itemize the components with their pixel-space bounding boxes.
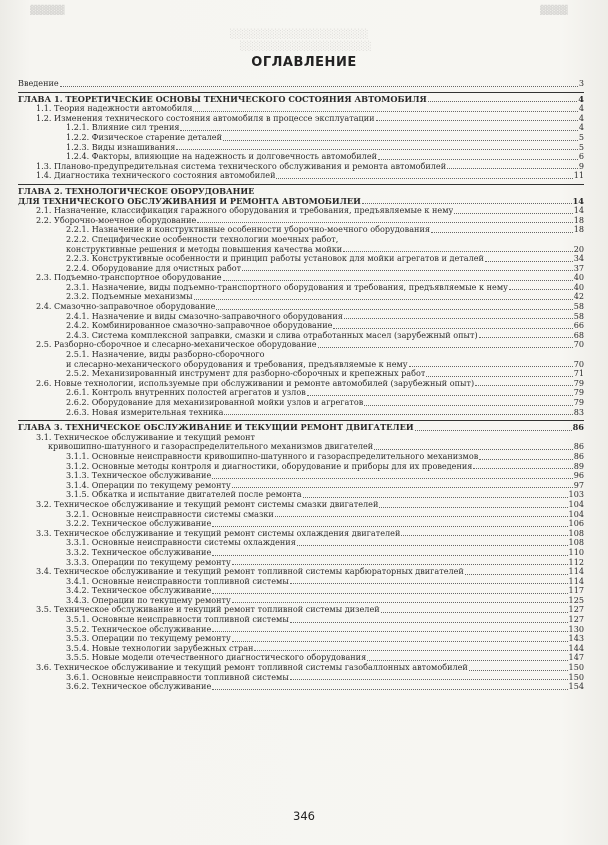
dot-leader <box>426 376 572 377</box>
toc-subsection <box>18 235 584 245</box>
toc-entry-title: 3.4.1. Основные неисправности топливной системы <box>66 576 289 586</box>
toc-entry-title: 2.6.2. Оборудование для механизированной мойки узлов и агрегатов <box>66 398 364 407</box>
toc-page-number: 114 <box>568 575 584 586</box>
toc-subsection <box>18 123 584 133</box>
toc-subsection <box>18 225 584 235</box>
toc-page-number: 4 <box>578 122 584 133</box>
toc-entry-title: 3.2.2. Техническое обслуживание <box>66 519 212 529</box>
toc-entry-title: 3.5.1. Основные неисправности топливной системы <box>66 615 289 625</box>
toc-page-number: 70 <box>573 358 584 369</box>
toc-page-number: 58 <box>573 301 584 312</box>
toc-entry-title: 1.2. Изменения технического состояния автомобиля в процессе эксплуатации <box>36 113 375 123</box>
toc-entry-title: 3.3. Техническое обслуживание и текущий ремонт системы охлаждения двигателей <box>36 528 401 538</box>
toc-page-number: 3 <box>578 78 584 88</box>
dot-leader <box>297 545 568 546</box>
dot-leader <box>212 593 567 594</box>
toc-subsection <box>18 510 584 520</box>
dot-leader <box>454 213 572 214</box>
toc-section <box>18 567 584 577</box>
toc-entry-title: ГЛАВА 2. ТЕХНОЛОГИЧЕСКОЕ ОБОРУДОВАНИЕ <box>18 186 255 196</box>
toc-entry-title: 2.4.3. Система комплексной заправки, смазки и слива отработанных масел (зарубежный опыт) <box>66 330 478 340</box>
toc-entry-title: 2.5.2. Механизированный инструмент для разборно-сборочных и крепежных работ <box>66 369 426 379</box>
toc-entry-title: 3.1.4. Операции по текущему ремонту <box>66 480 231 490</box>
toc-subsection <box>18 321 584 331</box>
toc-page-number: 86 <box>573 450 584 461</box>
toc-entry-title: 2.2.1. Назначение и конструктивные особенности уборочно-моечного оборудования <box>66 225 430 235</box>
dot-leader <box>401 535 567 536</box>
toc-page-number: 79 <box>573 397 584 407</box>
section-divider <box>18 420 584 421</box>
toc-subsection <box>18 577 584 587</box>
toc-page-number: 125 <box>568 594 584 605</box>
dot-leader <box>290 622 568 623</box>
toc-page-number: 79 <box>573 387 584 398</box>
toc-section <box>18 114 584 124</box>
page-title: ОГЛАВЛЕНИЕ <box>251 55 357 70</box>
dot-leader <box>379 507 567 508</box>
toc-entry-title: 2.2.3. Конструктивные особенности и принцип работы установок для мойки агрегатов и деталей <box>66 254 484 264</box>
toc-entry-title: 3.4.2. Техническое обслуживание <box>66 586 212 596</box>
toc-section <box>18 379 584 389</box>
toc-subsection <box>18 519 584 529</box>
dot-leader <box>223 140 578 141</box>
dot-leader <box>475 385 573 386</box>
toc-page-number: 89 <box>573 460 584 471</box>
toc-page-number: 86 <box>572 422 584 433</box>
toc-chapter-heading <box>18 187 584 197</box>
toc-subsection <box>18 538 584 548</box>
toc-entry-intro <box>18 79 584 89</box>
toc-page-number: 143 <box>568 633 584 644</box>
toc-page-number: 96 <box>573 470 584 481</box>
dot-leader <box>344 318 573 319</box>
dot-leader <box>232 564 568 565</box>
toc-page-number: 83 <box>573 406 584 417</box>
toc-page-number: 110 <box>568 546 584 557</box>
toc-subsection <box>18 682 584 692</box>
toc-entry-title: 3.5.3. Операции по текущему ремонту <box>66 634 231 644</box>
dot-leader <box>364 405 572 406</box>
toc-section <box>18 162 584 172</box>
toc-page-number: 68 <box>573 329 584 340</box>
dot-leader <box>465 574 568 575</box>
toc-subsection <box>18 254 584 264</box>
toc-subsection <box>18 596 584 606</box>
toc-entry-title: и слесарно-механического оборудования и требования, предъявляемые к нему <box>66 359 408 369</box>
toc-subsection <box>18 133 584 143</box>
toc-subsection <box>18 312 584 322</box>
toc-section <box>18 340 584 350</box>
toc-page-number: 104 <box>568 498 584 509</box>
dot-leader <box>290 679 568 680</box>
toc-page-number: 5 <box>578 141 584 152</box>
toc-entry-title: 2.4.1. Назначение и виды смазочно-заправочного оборудования <box>66 311 343 321</box>
toc-page-number: 5 <box>578 131 584 142</box>
dot-leader <box>212 526 567 527</box>
toc-entry-title: ГЛАВА 1. ТЕОРЕТИЧЕСКИЕ ОСНОВЫ ТЕХНИЧЕСКОГО СОСТОЯНИЯ АВТОМОБИЛЯ <box>18 94 427 104</box>
toc-entry-title: 2.2.4. Оборудование для очистных работ <box>66 263 242 273</box>
toc-page-number: 108 <box>568 537 584 548</box>
toc-page-number: 114 <box>568 566 584 577</box>
toc-entry-title: 3.3.1. Основные неисправности системы охлаждения <box>66 538 296 548</box>
dot-leader <box>378 159 578 160</box>
toc-entry-title: 3.2. Техническое обслуживание и текущий ремонт системы смазки двигателей <box>36 499 379 509</box>
toc-page-number: 71 <box>573 368 584 379</box>
toc-entry-title: 2.6.1. Контроль внутренних полостей агрегатов и узлов <box>66 388 306 398</box>
dot-leader <box>212 555 567 556</box>
dot-leader <box>276 178 572 179</box>
toc-entry-title: 1.2.3. Виды изнашивания <box>66 142 176 152</box>
toc-entry-title: 3.4. Техническое обслуживание и текущий ремонт топливной системы карбюраторных двигателей <box>36 567 464 577</box>
toc-subsection <box>18 264 584 274</box>
dot-leader <box>212 631 567 632</box>
toc-entry-title: 1.4. Диагностика технического состояния автомобилей <box>36 171 276 181</box>
dot-leader <box>409 366 573 367</box>
toc-entry-title: 3.5.5. Новые модели отечественного диагностического оборудования <box>66 653 367 663</box>
toc-subsection <box>18 625 584 635</box>
toc-entry-title: 3.1.1. Основные неисправности кривошипно-шатунного и газораспределительного механизмов <box>66 451 479 461</box>
toc-entry-title: 3.1.2. Основные методы контроля и диагностики, оборудование и приборы для их проведения <box>66 461 473 471</box>
toc-subsection <box>18 673 584 683</box>
toc-page-number: 117 <box>568 585 584 596</box>
dot-leader <box>367 660 567 661</box>
toc-entry-title: 3.1.3. Техническое обслуживание <box>66 471 212 481</box>
toc-subsection <box>18 245 584 255</box>
dot-leader <box>469 670 568 671</box>
dot-leader <box>197 222 572 223</box>
toc-entry-title: 2.2.2. Специфические особенности технологии моечных работ, <box>66 234 339 244</box>
toc-page-number: 4 <box>578 112 584 123</box>
toc-entry-title: 1.1. Теория надежности автомобиля <box>36 104 193 114</box>
toc-page-number: 40 <box>573 281 584 292</box>
toc-section <box>18 433 584 443</box>
toc-entry-title: 2.1. Назначение, классификация гаражного оборудования и требования, предъявляемые к нему <box>36 206 454 216</box>
toc-page-number: 112 <box>568 556 584 567</box>
dot-leader <box>242 270 573 271</box>
toc-page-number: 150 <box>568 662 584 673</box>
dot-leader <box>216 309 572 310</box>
toc-entry-title: 2.6. Новые технологии, используемые при обслуживании и ремонте автомобилей (зарубежный опыт) <box>36 378 475 388</box>
toc-entry-title: 3.3.3. Операции по текущему ремонту <box>66 557 231 567</box>
toc-section <box>18 273 584 283</box>
toc-subsection <box>18 283 584 293</box>
dot-leader <box>415 430 572 431</box>
toc-subsection <box>18 350 584 360</box>
dot-leader <box>318 347 573 348</box>
dot-leader <box>431 232 573 233</box>
toc-chapter-heading <box>18 95 584 105</box>
toc-subsection <box>18 471 584 481</box>
toc-subsection <box>18 152 584 162</box>
toc-entry-title: 3.2.1. Основные неисправности системы смазки <box>66 509 274 519</box>
toc-entry-title: 3.6.1. Основные неисправности топливной системы <box>66 672 289 682</box>
dot-leader <box>509 289 573 290</box>
dot-leader <box>428 101 578 102</box>
dot-leader <box>180 130 577 131</box>
toc-subsection <box>18 408 584 418</box>
toc-page-number: 103 <box>568 489 584 500</box>
toc-section <box>18 605 584 615</box>
toc-subsection <box>18 331 584 341</box>
toc-subsection <box>18 388 584 398</box>
toc-page-number: 42 <box>573 291 584 302</box>
toc-subsection <box>18 634 584 644</box>
toc-entry-title: 2.4. Смазочно-заправочное оборудование <box>36 302 216 312</box>
toc-page-number: 127 <box>568 604 584 615</box>
toc-entry-title: ГЛАВА 3. ТЕХНИЧЕСКОЕ ОБСЛУЖИВАНИЕ И ТЕКУЩИЙ РЕМОНТ ДВИГАТЕЛЕЙ <box>18 423 414 433</box>
toc-page-number: 6 <box>578 151 584 162</box>
toc-subsection <box>18 481 584 491</box>
toc-page-number: 34 <box>573 253 584 264</box>
dot-leader <box>212 689 567 690</box>
toc-subsection <box>18 462 584 472</box>
toc-entry-title: 2.3.2. Подъемные механизмы <box>66 292 193 302</box>
toc-entry-title: 3.5.2. Техническое обслуживание <box>66 624 212 634</box>
toc-section <box>18 663 584 673</box>
toc-page-number: 130 <box>568 623 584 634</box>
toc-section <box>18 442 584 452</box>
table-of-contents <box>18 79 584 692</box>
dot-leader <box>223 280 573 281</box>
dot-leader <box>193 111 577 112</box>
section-divider <box>18 184 584 185</box>
dot-leader <box>212 478 572 479</box>
toc-entry-title: 2.6.3. Новая измерительная техника <box>66 407 224 417</box>
dot-leader <box>232 602 568 603</box>
toc-entry-title: 3.6.2. Техническое обслуживание <box>66 682 212 692</box>
dot-leader <box>275 516 568 517</box>
toc-subsection <box>18 644 584 654</box>
toc-entry-title: 3.5. Техническое обслуживание и текущий ремонт топливной системы дизелей <box>36 605 380 615</box>
toc-entry-title: конструктивные решения и методы повышения качества мойки <box>66 244 343 254</box>
toc-entry-title: 2.4.2. Комбинированное смазочно-заправочное оборудование <box>66 321 333 331</box>
dot-leader <box>362 203 572 204</box>
toc-entry-title: 2.2. Уборочно-моечное оборудование <box>36 215 197 225</box>
dot-leader <box>333 328 572 329</box>
toc-page-number: 58 <box>573 310 584 321</box>
toc-section <box>18 302 584 312</box>
toc-subsection <box>18 586 584 596</box>
toc-section <box>18 216 584 226</box>
dot-leader <box>376 120 578 121</box>
toc-entry-title: кривошипно-шатунного и газораспределительного механизмов двигателей <box>48 442 374 452</box>
dot-leader <box>60 86 578 87</box>
dot-leader <box>374 449 572 450</box>
toc-section <box>18 206 584 216</box>
toc-page-number: 150 <box>568 671 584 682</box>
toc-subsection <box>18 360 584 370</box>
section-divider <box>18 92 584 93</box>
toc-chapter-heading <box>18 423 584 433</box>
toc-subsection <box>18 615 584 625</box>
toc-entry-title: 3.3.2. Техническое обслуживание <box>66 547 212 557</box>
toc-page-number: 9 <box>578 160 584 171</box>
toc-entry-title: 3.1. Техническое обслуживание и текущий ремонт <box>36 432 256 442</box>
dot-leader <box>176 149 578 150</box>
toc-entry-title: 2.3. Подъемно-транспортное оборудование <box>36 273 222 283</box>
toc-page-number: 18 <box>573 214 584 225</box>
toc-page-number: 86 <box>573 441 584 452</box>
toc-subsection <box>18 452 584 462</box>
toc-page-number: 147 <box>568 652 584 663</box>
dot-leader <box>343 251 573 252</box>
toc-page-number: 37 <box>573 262 584 273</box>
toc-page-number: 14 <box>572 195 584 206</box>
bleed-through-text: ▓▓▓▓▓ ░░░░░░░░░░░░░░░░░░░░ ░░░░░░░░░░░░░░░░░░░ ▓▓▓▓ <box>30 6 568 52</box>
toc-entry-title: 3.6. Техническое обслуживание и текущий ремонт топливной системы газобаллонных автомобилей <box>36 663 468 673</box>
toc-entry-title: 1.2.2. Физическое старение деталей <box>66 132 222 142</box>
toc-page-number: 40 <box>573 272 584 283</box>
toc-page-number: 4 <box>578 93 584 104</box>
toc-subsection <box>18 398 584 408</box>
toc-page-number: 18 <box>573 224 584 235</box>
toc-entry-title: 1.2.1. Влияние сил трения <box>66 123 180 133</box>
toc-subsection <box>18 369 584 379</box>
toc-page-number: 70 <box>573 339 584 350</box>
dot-leader <box>290 583 568 584</box>
dot-leader <box>479 337 573 338</box>
toc-page-number: 97 <box>573 479 584 490</box>
toc-page-number: 11 <box>573 170 584 181</box>
toc-entry-title: 1.2.4. Факторы, влияющие на надежность и долговечность автомобилей <box>66 152 378 162</box>
dot-leader <box>307 395 573 396</box>
toc-subsection <box>18 143 584 153</box>
page-number: 346 <box>293 809 315 823</box>
dot-leader <box>194 299 573 300</box>
toc-entry-title: 3.1.5. Обкатка и испытание двигателей после ремонта <box>66 490 302 500</box>
dot-leader <box>232 641 568 642</box>
toc-page-number: 127 <box>568 614 584 625</box>
dot-leader <box>447 168 578 169</box>
toc-entry-title: Введение <box>18 79 59 88</box>
toc-entry-title: 2.5. Разборно-сборочное и слесарно-механическое оборудование <box>36 340 317 350</box>
dot-leader <box>485 261 573 262</box>
toc-entry-title: ДЛЯ ТЕХНИЧЕСКОГО ОБСЛУЖИВАНИЯ И РЕМОНТА АВТОМОБИЛЕЙ <box>18 196 361 206</box>
toc-subsection <box>18 558 584 568</box>
toc-page-number: 108 <box>568 527 584 538</box>
dot-leader <box>303 497 568 498</box>
dot-leader <box>224 414 572 415</box>
toc-page-number: 20 <box>573 243 584 254</box>
toc-entry-title: 3.4.3. Операции по текущему ремонту <box>66 595 231 605</box>
toc-section <box>18 171 584 181</box>
toc-entry-title: 2.3.1. Назначение, виды подъемно-транспортного оборудования и требования, предъявляемые к нему <box>66 282 508 292</box>
toc-section <box>18 500 584 510</box>
toc-page-number: 144 <box>568 642 584 653</box>
dot-leader <box>232 487 573 488</box>
dot-leader <box>473 468 572 469</box>
toc-subsection <box>18 292 584 302</box>
toc-subsection <box>18 490 584 500</box>
toc-entry-title: 2.5.1. Назначение, виды разборно-сборочного <box>66 350 265 360</box>
dot-leader <box>381 612 568 613</box>
toc-page-number: 66 <box>573 320 584 331</box>
toc-page-number: 154 <box>568 681 584 692</box>
toc-page-number: 106 <box>568 518 584 529</box>
dot-leader <box>479 459 572 460</box>
toc-chapter-heading <box>18 197 584 207</box>
toc-subsection <box>18 653 584 663</box>
dot-leader <box>254 650 567 651</box>
toc-section <box>18 529 584 539</box>
toc-section <box>18 104 584 114</box>
toc-entry-title: 1.3. Планово-предупредительная система технического обслуживания и ремонта автомобилей <box>36 161 447 171</box>
toc-subsection <box>18 548 584 558</box>
toc-entry-title: 3.5.4. Новые технологии зарубежных стран <box>66 643 254 653</box>
toc-page-number: 79 <box>573 377 584 388</box>
toc-page-number: 4 <box>578 103 584 114</box>
toc-page-number: 14 <box>573 205 584 216</box>
toc-page-number: 104 <box>568 508 584 519</box>
